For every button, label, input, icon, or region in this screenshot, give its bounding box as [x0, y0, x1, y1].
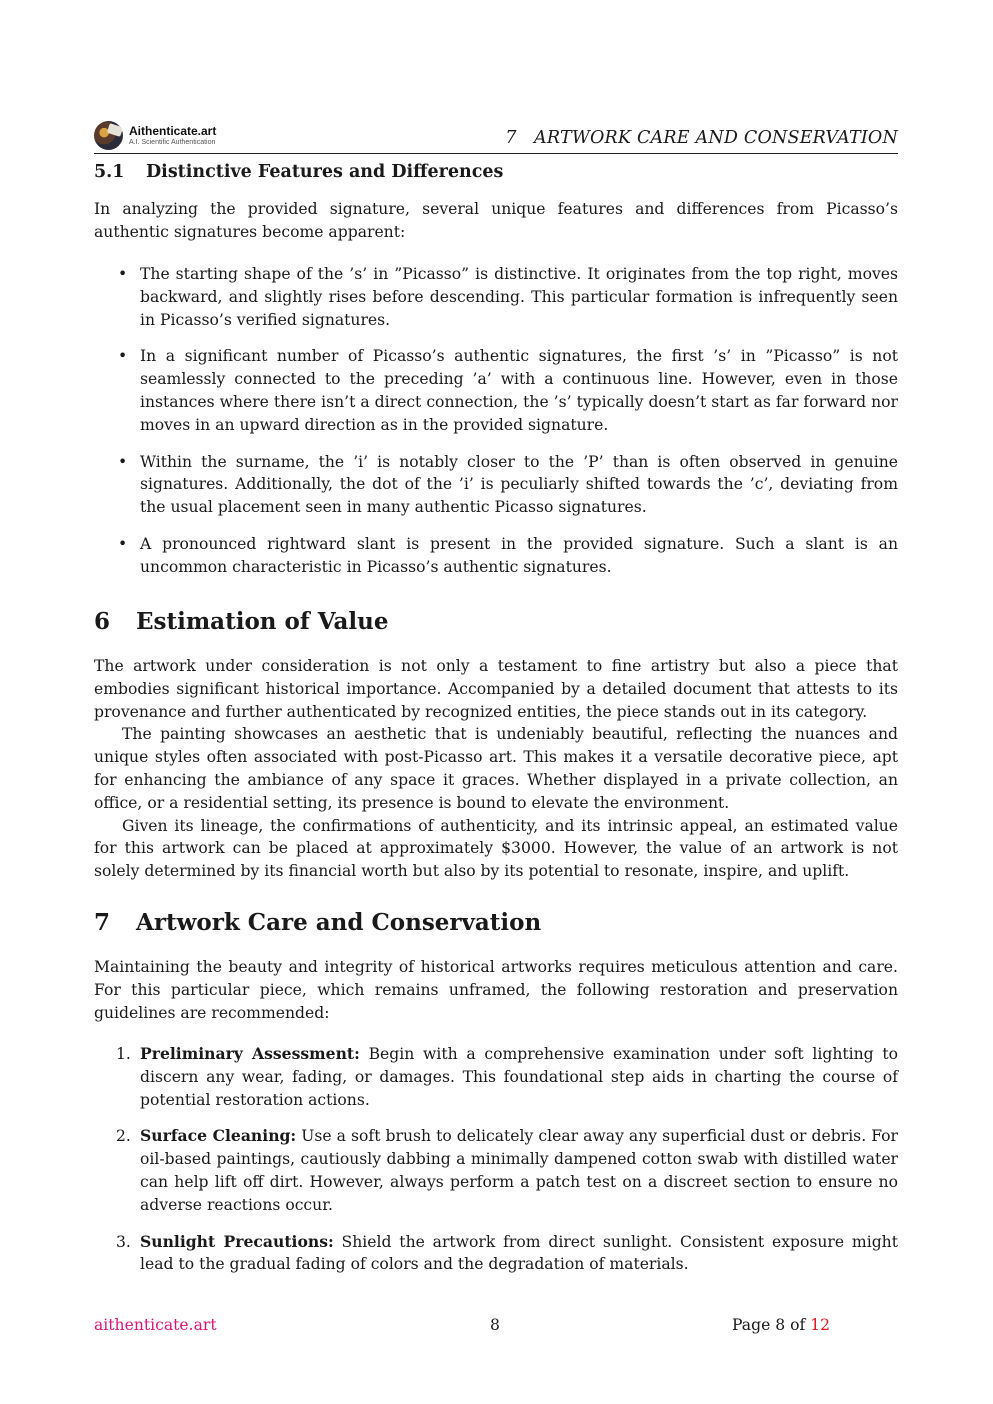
item-term: Surface Cleaning:: [140, 1126, 297, 1146]
bullet-icon: •: [118, 534, 128, 553]
bullet-icon: •: [118, 265, 128, 283]
section-number: 7: [94, 909, 111, 936]
footer-page-number: 8: [490, 1316, 500, 1334]
item-term: Preliminary Assessment:: [140, 1044, 360, 1063]
list-item: • In a significant number of Picasso’s authentic signatures, the first ’s’ in ”Picasso” is not seamlessly connected to the preceding ’a’ with a continuous line. However, even in those instances where there isn’t a direct connection, the ’s’ typically doesn’t start as far forward nor moves in an upward direction as in the provided signature.: [118, 347, 898, 434]
logo-name: Aithenticate.art: [129, 123, 217, 138]
item-text: Use a soft brush to delicately clear away any superficial dust or debris. For oil-based paintings, cautiously dabbing a minimally dampened cotton swab with distilled water can help lift off dirt. However, always perform a patch test on a discreet section to ensure no adverse reactions occur.: [140, 1127, 899, 1214]
logo-icon: [94, 121, 123, 150]
paragraph: The artwork under consideration is not only a testament to fine artistry but also a piece that embodies significant historical importance. Accompanied by a detailed document that attests to its provenance and further authenticated by recognized entities, the piece stands out in its category.: [94, 657, 898, 721]
subsection-heading: [94, 162, 898, 182]
list-item: [94, 1231, 898, 1277]
section-heading: [94, 909, 898, 936]
list-item: • A pronounced rightward slant is present in the provided signature. Such a slant is an uncommon characteristic in Picasso’s authentic signatures.: [118, 534, 898, 576]
bullet-icon: •: [118, 347, 128, 366]
subsection-intro: In analyzing the provided signature, several unique features and differences from Picasso’s authentic signatures become apparent:: [94, 200, 898, 241]
section-title: Artwork Care and Conservation: [136, 909, 542, 936]
section-title: Estimation of Value: [136, 608, 389, 635]
item-number: 1.: [116, 1045, 131, 1063]
paragraph: Given its lineage, the confirmations of authenticity, and its intrinsic appeal, an estimated value for this artwork can be placed at approximately $3000. However, the value of an artwork is not solely determined by its financial worth but also by its potential to resonate, inspire, and uplift.: [94, 816, 898, 881]
item-number: 2.: [116, 1127, 131, 1146]
feature-list: [94, 263, 898, 579]
list-item: • Within the surname, the ’i’ is notably closer to the ’P’ than is often observed in genuine signatures. Additionally, the dot of the ’i’ is peculiarly shifted towards the ’c’, deviating from the usual placement seen in many authentic Picasso signatures.: [118, 452, 898, 517]
logo[interactable]: [94, 120, 216, 150]
item-term: Sunlight Precautions:: [140, 1231, 334, 1251]
footer-total-pages-link[interactable]: 12: [810, 1316, 831, 1334]
item-text: Begin with a comprehensive examination under soft lighting to discern any wear, fading, or damages. This foundational step aids in charting the course of potential restoration actions.: [140, 1045, 898, 1109]
list-item: • The starting shape of the ’s’ in ”Picasso” is distinctive. It originates from the top right, moves backward, and slightly rises before descending. This particular formation is infrequently seen in Picasso’s verified signatures.: [118, 265, 898, 329]
section-number: 6: [94, 608, 111, 635]
footer-page-count: Page 8 of 12: [732, 1316, 831, 1334]
section-intro: Maintaining the beauty and integrity of historical artworks requires meticulous attention and care. For this particular piece, which remains unframed, the following restoration and preservation guidelines are recommended:: [94, 958, 898, 1022]
section-heading: [94, 608, 898, 635]
logo-tagline: A.I. Scientific Authentication: [129, 138, 216, 146]
running-head: 7 ARTWORK CARE AND CONSERVATION: [505, 128, 898, 148]
section-body: [94, 655, 898, 883]
guidelines-list: [94, 1043, 898, 1276]
page-header: [94, 118, 898, 154]
list-item: [94, 1043, 898, 1111]
list-item: [94, 1125, 898, 1216]
paragraph: The painting showcases an aesthetic that is undeniably beautiful, reflecting the nuances and unique styles often associated with post-Picasso art. This makes it a versatile decorative piece, apt for enhancing the ambiance of any space it graces. Whether displayed in a private collection, an office, or a residential setting, its presence is bound to elevate the environment.: [94, 725, 898, 812]
subsection-number: 5.1: [94, 162, 125, 182]
subsection-title: Distinctive Features and Differences: [146, 162, 504, 182]
item-number: 3.: [116, 1232, 131, 1251]
item-text: Shield the artwork from direct sunlight. Consistent exposure might lead to the gradual fading of colors and the degradation of materials.: [140, 1232, 898, 1274]
bullet-icon: •: [118, 452, 128, 471]
footer-site-link[interactable]: aithenticate.art: [94, 1316, 217, 1334]
